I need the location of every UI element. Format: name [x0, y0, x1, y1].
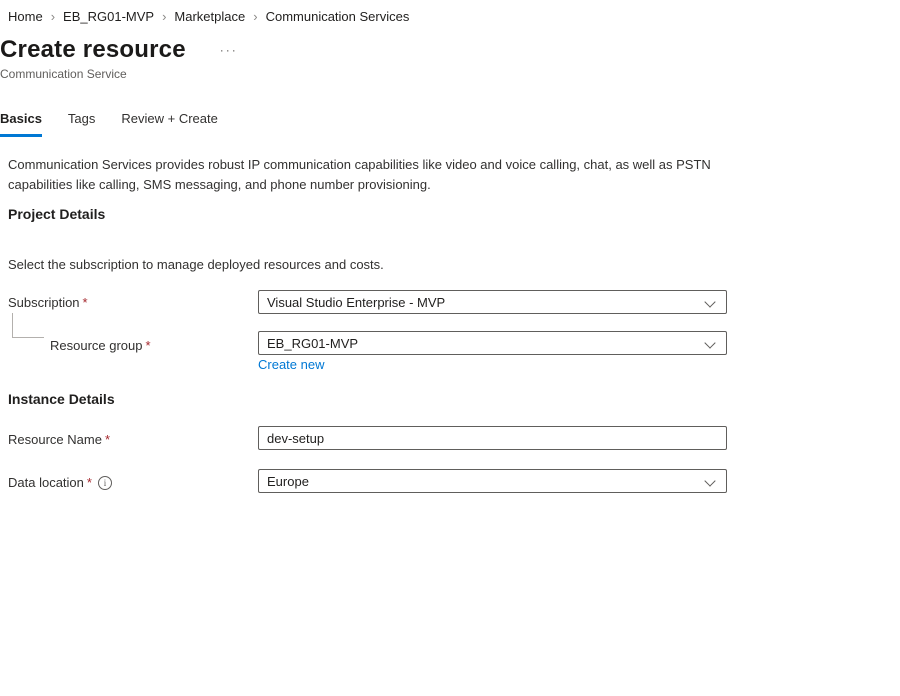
breadcrumb-marketplace[interactable]: Marketplace — [174, 9, 246, 24]
breadcrumb-separator-icon: › — [50, 9, 56, 24]
info-icon[interactable]: i — [98, 476, 112, 490]
page-subtitle: Communication Service — [0, 67, 127, 81]
subscription-dropdown[interactable] — [258, 290, 727, 314]
data-location-label — [8, 475, 112, 490]
field-connector-line — [12, 313, 44, 338]
tab-bar — [0, 111, 244, 137]
required-asterisk: * — [82, 295, 88, 310]
required-asterisk: * — [104, 432, 110, 447]
project-details-heading: Project Details — [8, 206, 106, 222]
subscription-label — [8, 295, 88, 310]
chevron-down-icon — [704, 337, 715, 348]
breadcrumb-home[interactable]: Home — [8, 9, 43, 24]
breadcrumb — [8, 9, 409, 24]
subscription-label-text: Subscription — [8, 295, 80, 310]
resource-name-input[interactable] — [258, 426, 727, 450]
chevron-down-icon — [704, 475, 715, 486]
data-location-value: Europe — [267, 473, 309, 489]
required-asterisk: * — [86, 475, 92, 490]
page-title: Create resource — [0, 36, 186, 63]
subscription-hint: Select the subscription to manage deployed resources and costs. — [8, 257, 384, 272]
breadcrumb-separator-icon: › — [162, 9, 167, 24]
required-asterisk: * — [145, 338, 151, 353]
more-options-button[interactable]: ··· — [219, 43, 238, 57]
resource-name-label — [8, 432, 110, 447]
resource-group-value: EB_RG01-MVP — [267, 335, 359, 351]
create-new-link[interactable]: Create new — [258, 357, 325, 372]
data-location-dropdown[interactable] — [258, 469, 727, 493]
tab-basics[interactable]: Basics — [0, 111, 42, 137]
resource-name-label-text: Resource Name — [8, 432, 102, 447]
service-description: Communication Services provides robust IP communication capabilities like video and voice calling, chat, as well as PSTN capabilities like calling, SMS messaging, and phone number provisioning. — [8, 157, 711, 192]
resource-group-label-text: Resource group — [50, 338, 143, 353]
subscription-value: Visual Studio Enterprise - MVP — [267, 294, 446, 310]
resource-group-dropdown[interactable] — [258, 331, 727, 355]
resource-group-label — [50, 338, 151, 353]
tab-tags[interactable]: Tags — [67, 111, 96, 126]
instance-details-heading: Instance Details — [8, 391, 115, 407]
chevron-down-icon — [704, 296, 715, 307]
breadcrumb-resource-group[interactable]: EB_RG01-MVP — [63, 9, 155, 24]
tab-review-create[interactable]: Review + Create — [121, 111, 218, 126]
breadcrumb-current: Communication Services — [265, 9, 410, 24]
data-location-label-text: Data location — [8, 475, 84, 490]
breadcrumb-separator-icon: › — [253, 9, 258, 24]
